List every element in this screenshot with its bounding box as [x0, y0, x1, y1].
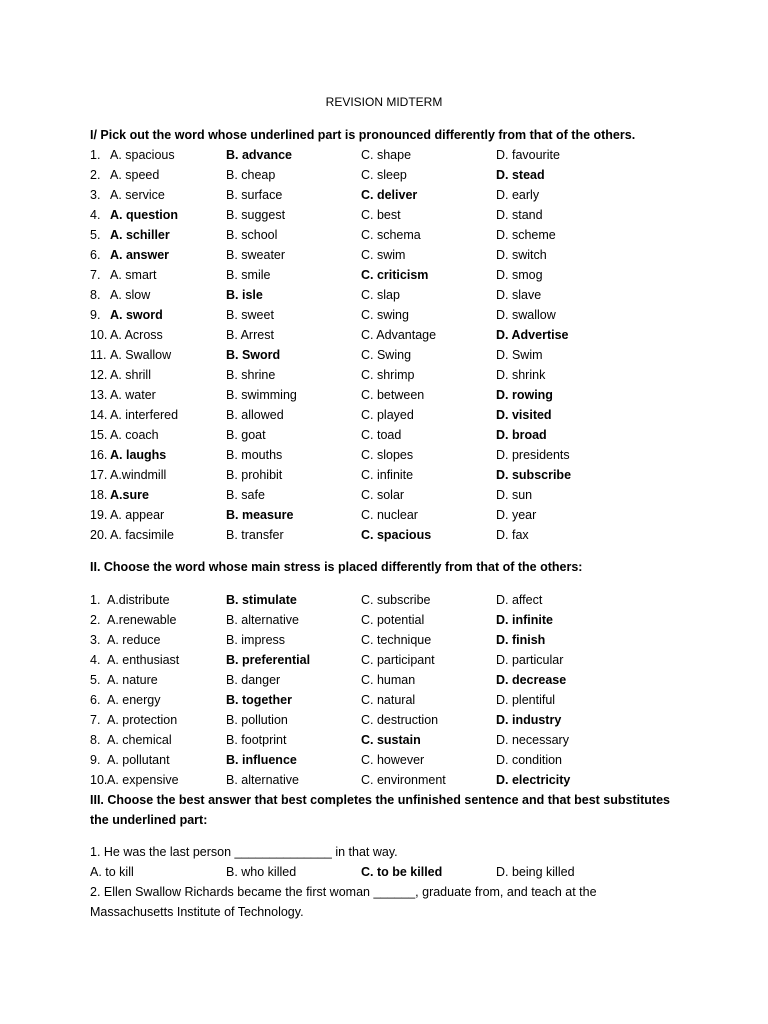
question-number: 4.	[90, 653, 101, 667]
option-b: B. safe	[226, 488, 265, 502]
question-number: 6.	[90, 693, 101, 707]
question-row	[90, 445, 710, 465]
option-d: D. finish	[496, 633, 546, 647]
question-number: 14.	[90, 408, 108, 422]
option-d: D. particular	[496, 653, 564, 667]
option-d: D. electricity	[496, 773, 571, 787]
question-row	[90, 285, 710, 305]
option-c: C. solar	[361, 488, 405, 502]
option-a: A. schiller	[110, 228, 170, 242]
option-b: B. allowed	[226, 408, 284, 422]
question-row	[90, 590, 710, 610]
option-b: B. preferential	[226, 653, 311, 667]
option-b: B. goat	[226, 428, 266, 442]
option-d: D. industry	[496, 713, 562, 727]
option-d: D. smog	[496, 268, 543, 282]
option-d: D. shrink	[496, 368, 546, 382]
option-a: A. question	[110, 208, 179, 222]
option-b: B. swimming	[226, 388, 297, 402]
option-b: B. cheap	[226, 168, 276, 182]
question-row	[90, 225, 710, 245]
option-b: B. prohibit	[226, 468, 283, 482]
page-title: REVISION MIDTERM	[325, 95, 443, 109]
option-d: D. necessary	[496, 733, 569, 747]
option-c: C. to be killed	[361, 865, 443, 879]
option-c: C. natural	[361, 693, 416, 707]
question-row	[90, 345, 710, 365]
option-c: C. subscribe	[361, 593, 431, 607]
question-row	[90, 630, 710, 650]
question-number: 5.	[90, 228, 101, 242]
option-b: B. advance	[226, 148, 293, 162]
option-b: B. school	[226, 228, 278, 242]
question-number: 18.	[90, 488, 108, 502]
option-b: B. influence	[226, 753, 297, 767]
question-row	[90, 710, 710, 730]
option-a: A. nature	[107, 673, 158, 687]
option-c: C. swim	[361, 248, 406, 262]
question-row	[90, 690, 710, 710]
option-c: C. between	[361, 388, 425, 402]
option-b: B. smile	[226, 268, 271, 282]
question-number: 2.	[90, 613, 101, 627]
option-b: B. pollution	[226, 713, 288, 727]
option-a: A. to kill	[90, 865, 134, 879]
option-c: C. sleep	[361, 168, 407, 182]
question-row	[90, 405, 710, 425]
option-b: B. surface	[226, 188, 283, 202]
option-c: C. participant	[361, 653, 435, 667]
option-b: B. impress	[226, 633, 286, 647]
option-a: A. answer	[110, 248, 170, 262]
question-number: 7.	[90, 268, 101, 282]
question-row	[90, 505, 710, 525]
option-d: D. broad	[496, 428, 547, 442]
option-b: B. Arrest	[226, 328, 274, 342]
question-row	[90, 650, 710, 670]
question-row	[90, 610, 710, 630]
question-row	[90, 325, 710, 345]
option-a: A. appear	[110, 508, 165, 522]
question-row	[90, 245, 710, 265]
option-c: C. swing	[361, 308, 409, 322]
question-number: 1.	[90, 148, 101, 162]
question-row	[90, 205, 710, 225]
section2-heading: II. Choose the word whose main stress is placed differently from that of the others:	[90, 560, 583, 574]
option-a: A. spacious	[110, 148, 175, 162]
question-row	[90, 385, 710, 405]
question-row	[90, 145, 710, 165]
option-c: C. schema	[361, 228, 421, 242]
option-a: A. chemical	[107, 733, 172, 747]
question-row	[90, 465, 710, 485]
option-c: C. human	[361, 673, 416, 687]
question-2-line2: Massachusetts Institute of Technology.	[90, 905, 304, 919]
question-row	[90, 185, 710, 205]
option-b: B. transfer	[226, 528, 284, 542]
question-number: 12.	[90, 368, 108, 382]
option-c: C. infinite	[361, 468, 414, 482]
option-c: C. nuclear	[361, 508, 418, 522]
question-number: 4.	[90, 208, 101, 222]
option-a: A. facsimile	[110, 528, 174, 542]
section3-heading: III. Choose the best answer that best completes the unfinished sentence and that best substitutes the underlined part:	[90, 793, 670, 827]
question-number: 15.	[90, 428, 108, 442]
option-c: C. Swing	[361, 348, 412, 362]
option-a: A. sword	[110, 308, 163, 322]
question-number: 13.	[90, 388, 108, 402]
option-d: D. being killed	[496, 865, 575, 879]
option-c: C. spacious	[361, 528, 432, 542]
option-a: A. expensive	[107, 773, 179, 787]
option-d: D. switch	[496, 248, 547, 262]
question-number: 8.	[90, 288, 101, 302]
option-a: A. speed	[110, 168, 160, 182]
question-row	[90, 425, 710, 445]
option-a: A.sure	[110, 488, 149, 502]
option-b: B. sweater	[226, 248, 286, 262]
option-c: C. slopes	[361, 448, 414, 462]
question-1-options	[90, 862, 710, 882]
option-a: A. protection	[107, 713, 178, 727]
option-b: B. shrine	[226, 368, 276, 382]
question-row	[90, 770, 710, 790]
option-d: D. stead	[496, 168, 545, 182]
question-row	[90, 730, 710, 750]
option-a: A. smart	[110, 268, 157, 282]
question-number: 6.	[90, 248, 101, 262]
option-d: D. decrease	[496, 673, 567, 687]
option-a: A. Swallow	[110, 348, 172, 362]
section1-heading: I/ Pick out the word whose underlined part is pronounced differently from that of the others.	[90, 128, 636, 142]
question-row	[90, 165, 710, 185]
option-b: B. Sword	[226, 348, 281, 362]
option-b: B. sweet	[226, 308, 274, 322]
option-d: D. swallow	[496, 308, 556, 322]
option-a: A. interfered	[110, 408, 179, 422]
option-b: B. mouths	[226, 448, 283, 462]
question-number: 10.	[90, 328, 108, 342]
option-c: C. best	[361, 208, 401, 222]
option-d: D. condition	[496, 753, 563, 767]
question-row	[90, 750, 710, 770]
question-number: 17.	[90, 468, 108, 482]
option-b: B. danger	[226, 673, 281, 687]
option-d: D. fax	[496, 528, 529, 542]
question-number: 11.	[90, 348, 107, 362]
option-c: C. criticism	[361, 268, 429, 282]
question-row	[90, 265, 710, 285]
option-c: C. potential	[361, 613, 425, 627]
option-a: A.windmill	[110, 468, 167, 482]
option-a: A. Across	[110, 328, 163, 342]
option-d: D. rowing	[496, 388, 553, 402]
option-c: C. destruction	[361, 713, 439, 727]
option-d: D. affect	[496, 593, 543, 607]
option-d: D. infinite	[496, 613, 553, 627]
option-c: C. Advantage	[361, 328, 437, 342]
option-a: A. enthusiast	[107, 653, 180, 667]
option-c: C. technique	[361, 633, 432, 647]
option-d: D. sun	[496, 488, 533, 502]
option-a: A. reduce	[107, 633, 161, 647]
question-row	[90, 670, 710, 690]
option-d: D. scheme	[496, 228, 556, 242]
option-b: B. isle	[226, 288, 263, 302]
question-number: 3.	[90, 633, 101, 647]
option-b: B. measure	[226, 508, 294, 522]
option-a: A. shrill	[110, 368, 151, 382]
question-row	[90, 485, 710, 505]
option-c: C. played	[361, 408, 414, 422]
option-b: B. suggest	[226, 208, 286, 222]
question-number: 1.	[90, 593, 101, 607]
option-c: C. slap	[361, 288, 400, 302]
question-row	[90, 525, 710, 545]
option-c: C. however	[361, 753, 425, 767]
option-a: A.distribute	[107, 593, 170, 607]
option-a: A. laughs	[110, 448, 167, 462]
option-d: D. Swim	[496, 348, 543, 362]
question-1: 1. He was the last person ______________ in that way.	[90, 845, 398, 859]
option-a: A.renewable	[107, 613, 177, 627]
option-d: D. year	[496, 508, 537, 522]
question-number: 5.	[90, 673, 101, 687]
question-number: 19.	[90, 508, 108, 522]
question-row	[90, 305, 710, 325]
option-a: A. water	[110, 388, 156, 402]
question-number: 7.	[90, 713, 101, 727]
option-d: D. early	[496, 188, 540, 202]
option-c: C. environment	[361, 773, 446, 787]
option-d: D. subscribe	[496, 468, 572, 482]
question-number: 20.	[90, 528, 108, 542]
question-number: 16.	[90, 448, 108, 462]
option-d: D. slave	[496, 288, 542, 302]
option-d: D. presidents	[496, 448, 570, 462]
option-d: D. plentiful	[496, 693, 556, 707]
question-row	[90, 365, 710, 385]
question-2-line1: 2. Ellen Swallow Richards became the first woman ______, graduate from, and teach at the	[90, 885, 597, 899]
option-d: D. favourite	[496, 148, 560, 162]
question-number: 10.	[90, 773, 108, 787]
option-a: A. slow	[110, 288, 151, 302]
question-number: 3.	[90, 188, 101, 202]
option-d: D. stand	[496, 208, 543, 222]
option-a: A. energy	[107, 693, 161, 707]
option-d: D. visited	[496, 408, 552, 422]
option-c: C. shrimp	[361, 368, 415, 382]
option-c: C. shape	[361, 148, 412, 162]
option-b: B. alternative	[226, 773, 299, 787]
option-b: B. footprint	[226, 733, 287, 747]
option-a: A. pollutant	[107, 753, 170, 767]
option-a: A. service	[110, 188, 165, 202]
option-b: B. alternative	[226, 613, 299, 627]
option-d: D. Advertise	[496, 328, 569, 342]
option-b: B. together	[226, 693, 292, 707]
option-c: C. toad	[361, 428, 402, 442]
question-number: 2.	[90, 168, 101, 182]
question-number: 9.	[90, 308, 101, 322]
option-c: C. sustain	[361, 733, 421, 747]
option-c: C. deliver	[361, 188, 418, 202]
question-number: 9.	[90, 753, 101, 767]
option-b: B. stimulate	[226, 593, 297, 607]
option-a: A. coach	[110, 428, 159, 442]
question-number: 8.	[90, 733, 101, 747]
option-b: B. who killed	[226, 865, 297, 879]
